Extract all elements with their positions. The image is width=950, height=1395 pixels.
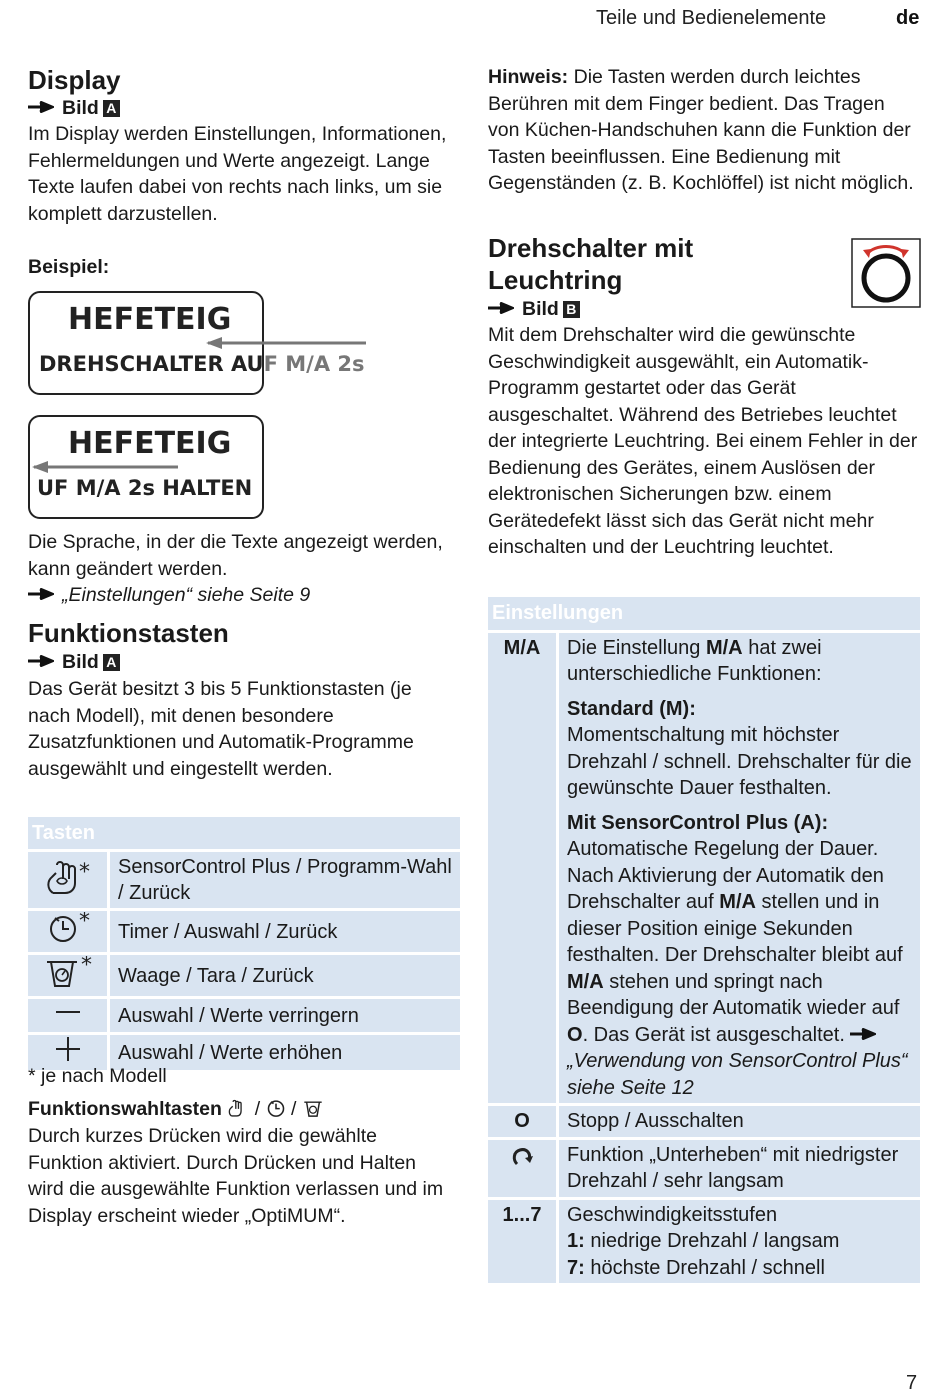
text-run: M/A: [567, 970, 604, 993]
arrow-right-icon: [28, 101, 54, 113]
table-header: Tasten: [28, 814, 460, 849]
funktionstasten-body: Das Gerät besitzt 3 bis 5 Funktionstasten (je nach Modell), mit denen besondere Zusatzfunktionen und Automatik-Programme ausgewählt und eingestellt werden.: [28, 678, 414, 780]
scroll-arrow-left-icon: [206, 336, 366, 350]
figure-letter: A: [103, 100, 120, 117]
hinweis-note: [488, 64, 920, 197]
table-row: [488, 630, 920, 1104]
arrow-right-icon: [28, 588, 54, 600]
timer-icon: [43, 912, 93, 944]
text-run: M/A: [719, 891, 756, 913]
display-scroll-text: UF M/A 2s HALTEN: [37, 476, 253, 500]
display-title: Display: [28, 65, 121, 95]
table-cell-text: Auswahl / Werte erhöhen: [110, 1032, 460, 1070]
hinweis-label: Hinweis:: [488, 66, 569, 88]
figure-ref-label: Bild: [522, 298, 559, 320]
sensor-control-ref: „Verwendung von SensorControl Plus“ siehe Seite 12: [567, 1050, 908, 1099]
scale-icon: [302, 1098, 324, 1118]
speed-level-7: [567, 1255, 912, 1282]
speeds-title: Geschwindigkeitsstufen: [567, 1203, 778, 1226]
text-run: O: [567, 1023, 583, 1046]
text-run: Automatische Regelung der Dauer. Nach Aktivierung der Automatik den Drehschalter auf: [567, 838, 884, 913]
setting-key: [488, 1137, 559, 1197]
drehschalter-title-line1: Drehschalter mit: [488, 233, 694, 263]
table-cell-text: Timer / Auswahl / Zurück: [110, 908, 460, 952]
speed-level-1: [567, 1228, 912, 1255]
display-scroll-text: [39, 352, 365, 376]
footnote-star: *: [78, 912, 90, 934]
funktionswahltasten-heading: [28, 1096, 324, 1123]
display-body: Im Display werden Einstellungen, Informationen, Fehlermeldungen und Werte angezeigt. Lange Texte laufen dabei von rechts nach links, um sie komplett darzustellen.: [28, 123, 447, 225]
table-header: Einstellungen: [488, 594, 920, 630]
drehschalter-figure-ref: [488, 296, 580, 322]
table-cell-icon: [28, 908, 110, 952]
figure-letter: B: [563, 301, 580, 318]
sensor-control-icon: [43, 859, 93, 895]
footnote-star: *: [78, 859, 90, 885]
display-main-text: HEFETEIG: [68, 302, 232, 337]
sensor-text: [567, 836, 912, 1101]
funktionstasten-figure-ref: [28, 649, 120, 675]
display-figure-ref: [28, 95, 120, 121]
table-row: [28, 908, 460, 952]
separator: /: [254, 1098, 261, 1120]
setting-description: Funktion „Unterheben“ mit niedrigster Drehzahl / sehr langsam: [559, 1137, 920, 1197]
text-run: . Das Gerät ist ausgeschaltet.: [582, 1023, 851, 1046]
text-run: stellen und in dieser Position einige Sekunden festhalten. Der Drehschalter bleibt auf: [567, 891, 903, 966]
footnote: * je nach Modell: [28, 1065, 167, 1087]
table-cell-text: Waage / Tara / Zurück: [110, 952, 460, 996]
text-run: stehen und springt nach Beendigung der Automatik wieder auf: [567, 970, 900, 1019]
standard-title: Standard (M):: [567, 697, 696, 720]
einstellungen-table: [488, 594, 920, 1283]
separator: /: [291, 1098, 297, 1120]
standard-text: Momentschaltung mit höchster Drehzahl / schnell. Drehschalter für die gewünschte Dauer festhalten.: [567, 724, 912, 799]
rotary-knob-icon: [851, 238, 921, 308]
timer-icon: [266, 1098, 286, 1118]
text-run: 1:: [567, 1230, 585, 1252]
setting-key: O: [488, 1103, 559, 1137]
display-scroll-hidden: F M/A 2s: [263, 352, 365, 376]
display-main-text: HEFETEIG: [68, 426, 232, 461]
page-number: 7: [906, 1372, 918, 1394]
table-row: [488, 1197, 920, 1284]
drehschalter-title-line2: Leuchtring: [488, 265, 623, 295]
table-row: [28, 996, 460, 1032]
figure-ref-label: Bild: [62, 651, 99, 673]
table-cell-icon: [28, 952, 110, 996]
scale-icon: [43, 956, 93, 988]
table-row: [488, 1137, 920, 1197]
plus-icon: [53, 1036, 83, 1062]
minus-icon: [53, 1000, 83, 1024]
text-run: höchste Drehzahl / schnell: [584, 1256, 825, 1279]
table-cell-text: Auswahl / Werte verringern: [110, 996, 460, 1032]
arrow-right-icon: [850, 1028, 876, 1040]
fold-icon: [511, 1146, 533, 1168]
drehschalter-body: Mit dem Drehschalter wird die gewünschte Geschwindigkeit ausgewählt, ein Automatik-Programm gestartet oder das Gerät ausgeschaltet. Während des Betriebes leuchtet der integrierte Leuchtring. Bei einem Fehler in der Bedienung des Gerätes, einem Auslösen der elektronischen Sicherungen bzw. einem Gerätedefekt lässt sich das Gerät nicht mehr einschalten und der Leuchtring leuchtet.: [488, 324, 918, 558]
table-row: [28, 952, 460, 996]
figure-letter: A: [103, 654, 120, 671]
language-note: Die Sprache, in der die Texte angezeigt werden, kann geändert werden.: [28, 531, 443, 580]
sensor-title: Mit SensorControl Plus (A):: [567, 811, 829, 834]
hinweis-text: Die Tasten werden durch leichtes Berühren mit dem Finger bedient. Das Tragen von Küchen-Handschuhen kann die Funktion der Tasten beeinflussen. Eine Bedienung mit Gegenständen (z. B. Kochlöffel) ist nicht möglich.: [488, 66, 914, 194]
text-run: Die Einstellung: [567, 636, 706, 659]
funktionswahltasten-title: Funktionswahltasten: [28, 1098, 222, 1120]
setting-key: M/A: [488, 630, 559, 1104]
text-run: niedrige Drehzahl / langsam: [584, 1230, 840, 1252]
running-header: Teile und Bedienelemente: [596, 7, 827, 29]
display-scroll-visible: DREHSCHALTER AU: [39, 352, 264, 376]
text-run: hat zwei unterschiedliche Funktionen:: [567, 636, 822, 685]
language-code: de: [896, 7, 920, 29]
table-cell-icon: [28, 849, 110, 908]
setting-description: [559, 630, 920, 1104]
table-cell-icon: [28, 996, 110, 1032]
funktionstasten-title: Funktionstasten: [28, 618, 229, 648]
table-row: [28, 849, 460, 908]
table-row: [488, 1103, 920, 1137]
setting-key: 1...7: [488, 1197, 559, 1284]
scroll-arrow-left-icon: [32, 460, 178, 474]
settings-ref-text: „Einstellungen“ siehe Seite 9: [62, 584, 311, 606]
setting-description: [559, 1197, 920, 1284]
table-cell-text: SensorControl Plus / Programm-Wahl / Zurück: [110, 849, 460, 908]
example-label: Beispiel:: [28, 256, 110, 278]
language-settings-ref: [28, 582, 310, 609]
setting-description: Stopp / Ausschalten: [559, 1103, 920, 1137]
footnote-star: *: [80, 956, 92, 978]
figure-ref-label: Bild: [62, 97, 99, 119]
funktionswahltasten-body: Durch kurzes Drücken wird die gewählte Funktion aktiviert. Durch Drücken und Halten wird die ausgewählte Funktion verlassen und im Display erscheint wieder „OptiMUM“.: [28, 1125, 444, 1227]
tasten-table: [28, 814, 460, 1070]
arrow-right-icon: [488, 302, 514, 314]
text-run: M/A: [705, 636, 743, 659]
arrow-right-icon: [28, 655, 54, 667]
ma-intro: [567, 635, 912, 688]
sensor-control-icon: [227, 1098, 249, 1118]
text-run: 7:: [567, 1256, 585, 1279]
